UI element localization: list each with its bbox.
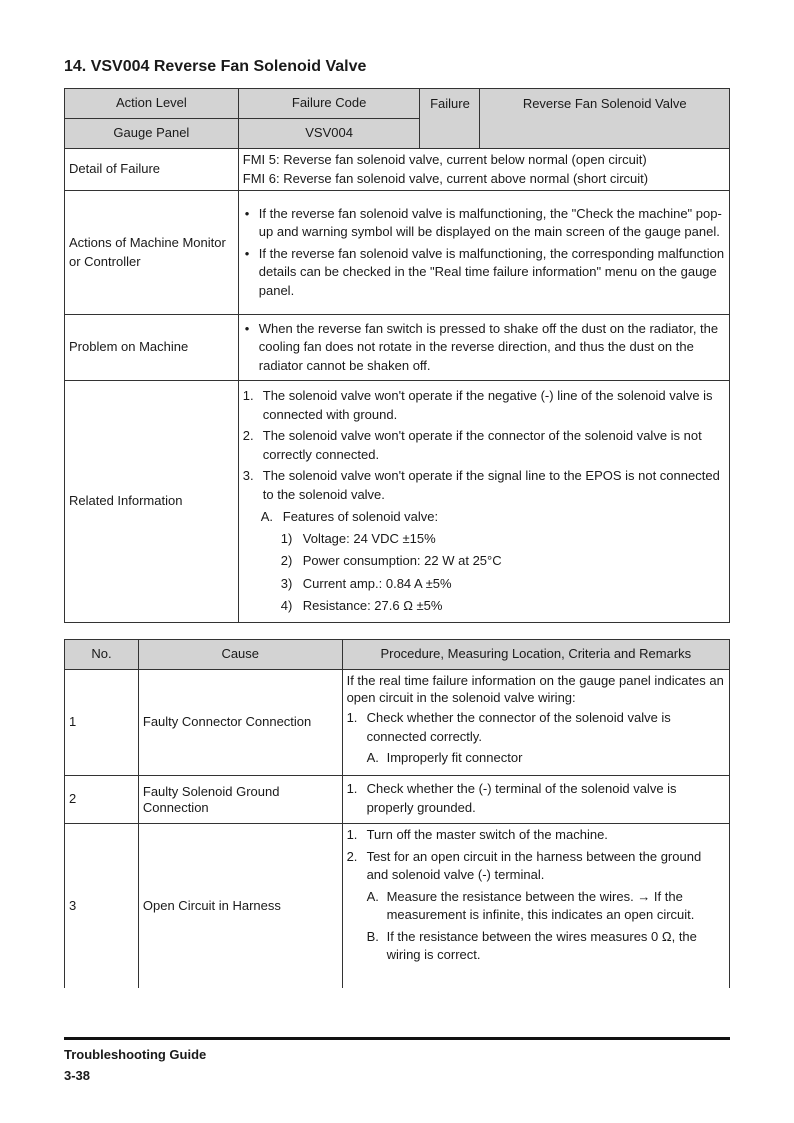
related-label: Related Information xyxy=(65,381,239,623)
related-content xyxy=(238,381,729,623)
row-cause: Open Circuit in Harness xyxy=(138,824,342,988)
table-row xyxy=(65,670,730,776)
procedure-header: Procedure, Measuring Location, Criteria and Remarks xyxy=(342,640,729,670)
list-marker: 3) xyxy=(280,575,293,591)
action-level-value: Gauge Panel xyxy=(65,119,239,149)
features-heading-text: Features of solenoid valve: xyxy=(282,509,439,525)
table-row xyxy=(65,776,730,824)
table-row xyxy=(65,824,730,988)
cause-header: Cause xyxy=(138,640,342,670)
list-marker: 2. xyxy=(346,848,358,864)
problem-label: Problem on Machine xyxy=(65,315,239,381)
sub-text: If the resistance between the wires measures 0 Ω, the wiring is correct. xyxy=(386,928,697,962)
failure-header: Failure xyxy=(420,89,480,149)
list-marker: 4) xyxy=(280,598,293,614)
row-cause: Faulty Connector Connection xyxy=(138,670,342,776)
section-title: 14. VSV004 Reverse Fan Solenoid Valve xyxy=(64,58,367,75)
procedure-step xyxy=(347,826,725,845)
row-procedure xyxy=(342,824,729,988)
feature-item xyxy=(243,575,725,594)
procedure-step xyxy=(347,709,725,746)
row-procedure xyxy=(342,776,729,824)
list-marker: A. xyxy=(366,750,379,765)
related-item-text: The solenoid valve won't operate if the connector of the solenoid valve is not correctly connected. xyxy=(262,428,702,462)
failure-code-value: VSV004 xyxy=(238,119,420,149)
row-number: 3 xyxy=(65,824,139,988)
related-item xyxy=(243,387,725,424)
detail-label: Detail of Failure xyxy=(65,149,239,191)
actions-item: • If the reverse fan solenoid valve is malfunctioning, the corresponding malfunction details can be checked in the "Real time failure information" menu on the gauge panel. xyxy=(243,245,725,301)
problem-item: • When the reverse fan switch is pressed to shake off the dust on the radiator, the cooling fan does not rotate in the reverse direction, and thus the dust on the radiator cannot be shaken off. xyxy=(243,320,725,376)
list-marker: 2) xyxy=(280,553,293,569)
list-marker: 1. xyxy=(346,827,358,842)
failure-info-table xyxy=(64,88,730,623)
related-item-text: The solenoid valve won't operate if the signal line to the EPOS is not connected to the solenoid valve. xyxy=(262,468,720,502)
detail-content xyxy=(238,149,729,191)
step-text: Check whether the connector of the solenoid valve is connected correctly. xyxy=(366,710,671,744)
procedure-sub xyxy=(347,749,725,768)
detail-line: FMI 6: Reverse fan solenoid valve, current above normal (short circuit) xyxy=(242,170,649,186)
page-number: 3-38 xyxy=(64,1068,91,1083)
feature-text: Voltage: 24 VDC ±15% xyxy=(302,530,436,546)
related-item xyxy=(243,467,725,504)
sub-text: Improperly fit connector xyxy=(386,750,523,765)
related-item xyxy=(243,427,725,464)
failure-code-header: Failure Code xyxy=(238,89,420,119)
failure-value: Reverse Fan Solenoid Valve xyxy=(480,89,730,149)
procedure-step xyxy=(347,848,725,885)
footer-divider xyxy=(64,1037,730,1040)
step-text: Check whether the (-) terminal of the solenoid valve is properly grounded. xyxy=(366,781,677,815)
procedure-step xyxy=(347,780,725,817)
feature-item xyxy=(243,530,725,549)
list-marker: 3. xyxy=(242,468,254,484)
list-marker: 2. xyxy=(242,428,254,444)
sub-text: Measure the resistance between the wires. → If the measurement is infinite, this indicates an open circuit. xyxy=(386,888,695,922)
list-marker: B. xyxy=(366,928,379,944)
list-marker: A. xyxy=(260,509,274,525)
list-marker: 1) xyxy=(280,530,293,546)
feature-text: Resistance: 27.6 Ω ±5% xyxy=(302,598,443,614)
procedure-intro: If the real time failure information on the gauge panel indicates an open circuit in the solenoid valve wiring: xyxy=(346,673,724,705)
row-number: 1 xyxy=(65,670,139,776)
no-header: No. xyxy=(65,640,139,670)
list-marker: 1. xyxy=(346,710,358,725)
step-text: Test for an open circuit in the harness between the ground and solenoid valve (-) terminal. xyxy=(366,848,702,882)
feature-item xyxy=(243,552,725,571)
action-level-header: Action Level xyxy=(65,89,239,119)
row-cause: Faulty Solenoid Ground Connection xyxy=(138,776,342,824)
feature-text: Power consumption: 22 W at 25°C xyxy=(302,553,502,569)
list-marker: A. xyxy=(366,888,379,904)
feature-item xyxy=(243,597,725,616)
actions-item: • If the reverse fan solenoid valve is malfunctioning, the "Check the machine" pop-up and warning symbol will be displayed on the main screen of the gauge panel. xyxy=(243,205,725,242)
problem-content xyxy=(238,315,729,381)
list-marker: 1. xyxy=(242,388,254,404)
row-procedure xyxy=(342,670,729,776)
step-text: Turn off the master switch of the machine. xyxy=(366,827,608,842)
actions-label: Actions of Machine Monitor or Controller xyxy=(65,191,239,315)
actions-content xyxy=(238,191,729,315)
detail-line: FMI 5: Reverse fan solenoid valve, current below normal (open circuit) xyxy=(242,152,647,167)
cause-table xyxy=(64,639,730,988)
related-item-text: The solenoid valve won't operate if the negative (-) line of the solenoid valve is connected with ground. xyxy=(262,388,713,422)
feature-text: Current amp.: 0.84 A ±5% xyxy=(302,575,452,591)
features-heading xyxy=(243,508,725,527)
procedure-sub xyxy=(347,888,725,925)
list-marker: 1. xyxy=(346,781,358,796)
footer-guide-title: Troubleshooting Guide xyxy=(64,1047,207,1062)
row-number: 2 xyxy=(65,776,139,824)
procedure-sub xyxy=(347,928,725,965)
